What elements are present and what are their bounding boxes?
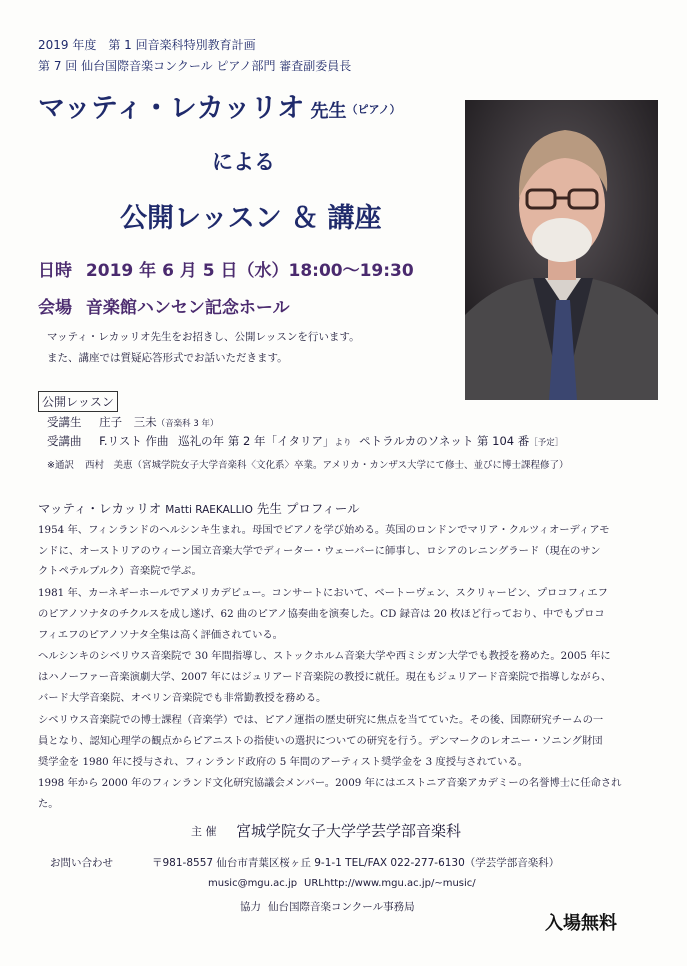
header-line1: 2019 年度 第 1 回音楽科特別教育計画 (38, 38, 256, 52)
composer: F.リスト 作曲 (99, 434, 169, 448)
header-line2: 第 7 回 仙台国際音楽コンクール ピアノ部門 審査副委員長 (38, 59, 352, 73)
student-label: 受講生 (47, 415, 82, 429)
profile-heading-suffix: 先生 プロフィール (256, 501, 360, 516)
url-label: URL (304, 878, 324, 889)
by-text: による (212, 150, 275, 174)
cooperation-name: 仙台国際音楽コンクール事務局 (268, 901, 415, 913)
profile-line: はハノーファー音楽演劇大学、2007 年にはジュリアード音楽院の教授に就任。現在もジュリアード音楽院で指導しながら、 (38, 671, 612, 683)
profile-line: フィエフのピアノソナタ全集は高く評価されている。 (38, 629, 283, 641)
lecturer-instrument: （ピアノ） (346, 103, 401, 116)
profile-name-latin: Matti RAEKALLIO (165, 504, 253, 516)
profile-line: ヘルシンキのシベリウス音楽院で 30 年間指導し、ストックホルム音楽大学や西ミシガン大学でも教授を務めた。2005 年に (38, 650, 611, 662)
interpreter-label: ※通訳 (47, 460, 74, 471)
interpreter-text: 西村 美恵（宮城学院女子大学音楽科〈文化系〉卒業。アメリカ・カンザス大学にて修士、並びに博士課程修了） (85, 460, 569, 471)
piece-label: 受講曲 (47, 434, 82, 448)
lesson-piece (47, 433, 563, 449)
venue-label: 会場 (38, 298, 72, 318)
profile-heading (38, 499, 360, 517)
venue-value: 音楽館ハンセン記念ホール (85, 298, 290, 318)
datetime-value: 2019 年 6 月 5 日（水）18:00〜19:30 (85, 261, 414, 281)
profile-line: 奨学金を 1980 年に授与され、フィンランド政府の 5 年間のアーティスト奨学金を 3 度授与されている。 (38, 756, 529, 768)
profile-line: ンドに、オーストリアのウィーン国立音楽大学でディーター・ウェーバーに師事し、ロシアのレニングラード（現在のサン (38, 545, 601, 557)
profile-line: バード大学音楽院、オベリン音楽院でも非常勤教授を務める。 (38, 692, 327, 704)
datetime-label: 日時 (38, 261, 72, 281)
portrait-photo-graphic (465, 100, 658, 400)
contact-label: お問い合わせ (50, 857, 113, 869)
host-name: 宮城学院女子大学学芸学部音楽科 (236, 822, 462, 840)
profile-line: 1998 年から 2000 年のフィンランド文化研究協議会メンバー。2009 年にはエストニア音楽アカデミーの名誉博士に任命され (38, 777, 622, 789)
host-label: 主 催 (191, 825, 217, 838)
profile-line: 1954 年、フィンランドのヘルシンキ生まれ。母国でピアノを学び始める。英国のロンドンでマリア・クルツィオーディアモ (38, 524, 610, 536)
email-link[interactable]: music@mgu.ac.jp (208, 878, 298, 889)
lecturer-title (38, 86, 401, 125)
profile-line: 員となり、認知心理学の観点からピアニストの指使いの選択についての研究を行う。デンマークのレオニー・ソニング財団 (38, 735, 603, 747)
intro-line: また、講座では質疑応答形式でお話いただきます。 (47, 352, 288, 364)
lesson-interpreter (47, 457, 568, 471)
main-title: 公開レッスン ＆ 講座 (120, 203, 382, 234)
intro-line: マッティ・レカッリオ先生をお招きし、公開レッスンを行います。 (47, 331, 360, 343)
lecturer-honorific: 先生 (304, 101, 347, 122)
profile-line: のピアノソナタのチクルスを成し遂げ、62 曲のピアノ協奏曲を演奏した。CD 録音は 20 枚ほど行っており、中でもプロコ (38, 608, 605, 620)
piece-yori: より (334, 438, 352, 448)
event-datetime (38, 256, 414, 281)
profile-line: た。 (38, 798, 59, 810)
profile-line: クトペテルブルク）音楽院で学ぶ。 (38, 565, 202, 577)
profile-line: シベリウス音楽院での博士課程（音楽学）では、ピアノ運指の歴史研究に焦点を当てていた。その後、国際研究チームの一 (38, 714, 604, 726)
piece-note: ［予定］ (529, 438, 564, 448)
website-link[interactable]: http://www.mgu.ac.jp/~music/ (324, 878, 476, 889)
contact-info: 〒981-8557 仙台市青葉区桜ヶ丘 9-1-1 TEL/FAX 022-277-6130（学芸学部音楽科） (152, 857, 560, 869)
lesson-heading: 公開レッスン (38, 391, 118, 412)
student-note: （音楽科 3 年） (156, 419, 219, 429)
lesson-student (47, 414, 218, 430)
cooperation-label: 協力 (240, 901, 261, 913)
piece-title: 巡礼の年 第 2 年「イタリア」 (178, 434, 335, 448)
profile-name-jp: マッティ・レカッリオ (38, 501, 162, 516)
student-name: 庄子 三未 (99, 415, 157, 429)
profile-line: 1981 年、カーネギーホールでアメリカデビュー。コンサートにおいて、ベートーヴェン、スクリャービン、プロコフィエフ (38, 587, 608, 599)
free-admission: 入場無料 (545, 913, 617, 934)
piece-title-2: ペトラルカのソネット 第 104 番 (359, 434, 530, 448)
portrait-photo (465, 100, 658, 400)
event-venue (38, 293, 290, 318)
lecturer-name: マッティ・レカッリオ (38, 93, 305, 124)
